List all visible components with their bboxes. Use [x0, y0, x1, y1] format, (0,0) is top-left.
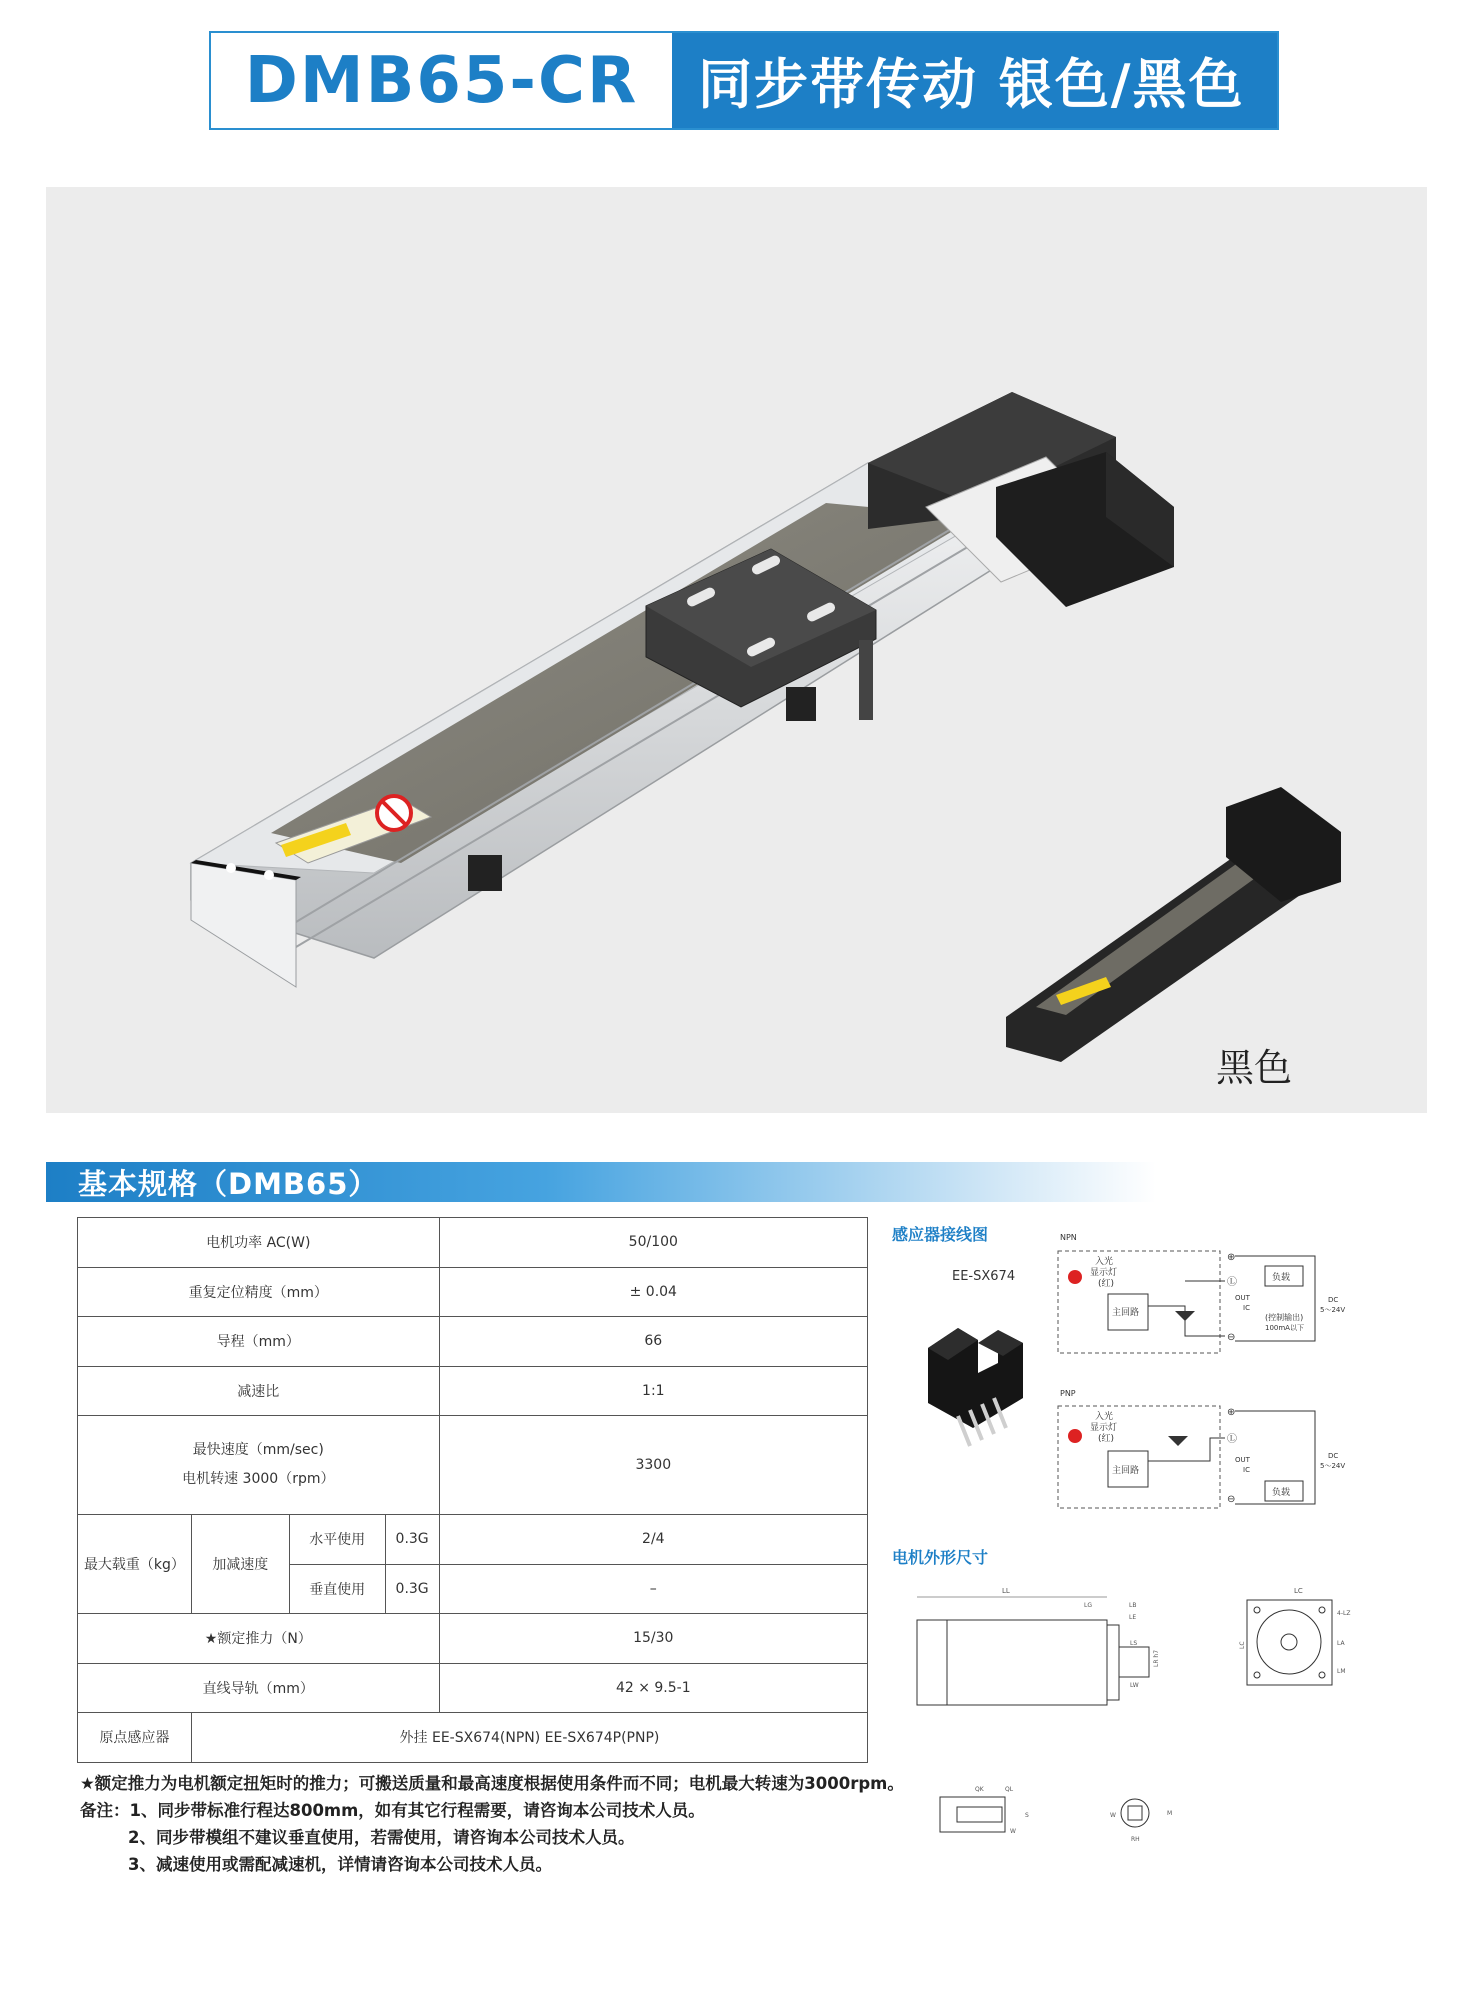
accel-label: 加减速度: [191, 1515, 289, 1614]
table-row: [78, 1366, 868, 1416]
svg-text:S: S: [1025, 1812, 1029, 1819]
spec-value: –: [439, 1564, 867, 1614]
svg-text:LC: LC: [1294, 1587, 1303, 1595]
svg-text:5～24V: 5～24V: [1320, 1306, 1346, 1314]
pnp-led-icon: [1068, 1429, 1082, 1443]
svg-text:负载: 负载: [1272, 1488, 1291, 1498]
note-1: 备注：1、同步带标准行程达800mm，如有其它行程需要，请咨询本公司技术人员。: [80, 1801, 705, 1820]
table-row: [78, 1614, 868, 1664]
svg-text:主回路: 主回路: [1112, 1308, 1140, 1318]
vertical-label: 垂直使用: [289, 1564, 385, 1614]
notes: [80, 1770, 904, 1878]
svg-text:5～24V: 5～24V: [1320, 1462, 1346, 1470]
linear-module-illustration: [46, 187, 1427, 1113]
spec-value: ± 0.04: [439, 1267, 867, 1317]
spec-label: [78, 1416, 440, 1515]
svg-text:⊖: ⊖: [1227, 1332, 1236, 1343]
npn-type-label: NPN: [1060, 1233, 1077, 1242]
note-star: ★额定推力为电机额定扭矩时的推力；可搬送质量和最高速度根据使用条件而不同；电机最大转速为3000rpm。: [80, 1774, 904, 1793]
svg-text:OUT: OUT: [1235, 1456, 1250, 1464]
svg-text:⊕: ⊕: [1227, 1252, 1236, 1263]
svg-text:(红): (红): [1098, 1434, 1115, 1444]
horizontal-label: 水平使用: [289, 1515, 385, 1565]
svg-text:LC: LC: [1239, 1641, 1246, 1649]
sensor-wiring-title: 感应器接线图: [892, 1225, 989, 1244]
title-banner: [209, 31, 1279, 130]
svg-text:入光: 入光: [1095, 1257, 1114, 1267]
max-speed-label: 最快速度（mm/sec): [192, 1442, 324, 1458]
sensor-photo: [918, 1318, 1038, 1458]
black-variant-illustration: [1006, 787, 1341, 1062]
table-row: [78, 1416, 868, 1515]
vertical-accel: 0.3G: [385, 1564, 439, 1614]
svg-text:QK: QK: [975, 1786, 984, 1793]
product-photo: [46, 187, 1427, 1113]
motor-rpm-label: 电机转速 3000（rpm）: [182, 1471, 335, 1487]
svg-text:入光: 入光: [1095, 1412, 1114, 1422]
svg-text:W: W: [1110, 1812, 1116, 1819]
svg-text:显示灯: 显示灯: [1090, 1423, 1118, 1433]
table-row: [78, 1713, 868, 1763]
table-row: [78, 1267, 868, 1317]
svg-text:LR h7: LR h7: [1153, 1649, 1160, 1667]
black-variant-label: 黑色: [1216, 1046, 1293, 1090]
spec-label: 重复定位精度（mm）: [78, 1267, 440, 1317]
svg-text:LE: LE: [1129, 1614, 1137, 1621]
svg-text:M: M: [1167, 1810, 1173, 1817]
spec-value: 66: [439, 1317, 867, 1367]
spec-label: 原点感应器: [78, 1713, 192, 1763]
svg-text:负载: 负载: [1272, 1273, 1291, 1283]
svg-text:LM: LM: [1337, 1668, 1346, 1675]
shaft-key-drawing: [935, 1785, 1195, 1845]
wiring-diagram: [1050, 1226, 1350, 1556]
banner-subtitle: 同步带传动 银色/黑色: [672, 33, 1277, 128]
svg-text:OUT: OUT: [1235, 1294, 1250, 1302]
svg-text:LB: LB: [1129, 1602, 1137, 1609]
max-load-label: 最大载重（kg）: [78, 1515, 192, 1614]
spec-label: 直线导轨（mm）: [78, 1663, 440, 1713]
svg-text:QL: QL: [1005, 1786, 1014, 1793]
svg-text:DC: DC: [1328, 1296, 1339, 1304]
spec-label: ★额定推力（N）: [78, 1614, 440, 1664]
svg-text:LG: LG: [1084, 1602, 1092, 1609]
spec-value: 50/100: [439, 1218, 867, 1268]
sensor-part-number: EE-SX674: [952, 1269, 1016, 1284]
svg-text:⊕: ⊕: [1227, 1407, 1236, 1418]
svg-text:Ⓛ: Ⓛ: [1227, 1277, 1237, 1288]
svg-text:IC: IC: [1243, 1466, 1250, 1474]
svg-text:(红): (红): [1098, 1279, 1115, 1289]
svg-text:显示灯: 显示灯: [1090, 1268, 1118, 1278]
table-row: [78, 1317, 868, 1367]
horizontal-accel: 0.3G: [385, 1515, 439, 1565]
svg-text:Ⓛ: Ⓛ: [1227, 1434, 1237, 1445]
pnp-type-label: PNP: [1060, 1389, 1076, 1398]
spec-table: [77, 1217, 868, 1763]
svg-text:4-LZ: 4-LZ: [1337, 1610, 1351, 1617]
svg-text:主回路: 主回路: [1112, 1466, 1140, 1476]
spec-value: 15/30: [439, 1614, 867, 1664]
table-row: [78, 1663, 868, 1713]
svg-text:LW: LW: [1130, 1682, 1139, 1689]
svg-text:RH: RH: [1131, 1836, 1140, 1843]
spec-value: 外挂 EE-SX674(NPN) EE-SX674P(PNP): [191, 1713, 867, 1763]
svg-text:100mA以下: 100mA以下: [1265, 1324, 1304, 1332]
spec-value: 3300: [439, 1416, 867, 1515]
spec-label: 导程（mm）: [78, 1317, 440, 1367]
note-3: 3、减速使用或需配减速机，详情请咨询本公司技术人员。: [128, 1855, 552, 1874]
note-2: 2、同步带模组不建议垂直使用，若需使用，请咨询本公司技术人员。: [128, 1828, 635, 1847]
svg-text:LA: LA: [1337, 1640, 1345, 1647]
svg-text:IC: IC: [1243, 1304, 1250, 1312]
svg-text:LS: LS: [1130, 1640, 1138, 1647]
motor-dimension-drawing: [912, 1585, 1372, 1710]
model-name: DMB65-CR: [244, 43, 639, 118]
spec-value: 42 × 9.5-1: [439, 1663, 867, 1713]
table-row: [78, 1218, 868, 1268]
svg-text:W: W: [1010, 1828, 1016, 1835]
spec-label: 减速比: [78, 1366, 440, 1416]
svg-text:⊖: ⊖: [1227, 1494, 1236, 1505]
spec-value: 1:1: [439, 1366, 867, 1416]
spec-value: 2/4: [439, 1515, 867, 1565]
motor-dims-title: 电机外形尺寸: [892, 1548, 989, 1567]
svg-text:(控制输出): (控制输出): [1265, 1313, 1304, 1322]
svg-text:DC: DC: [1328, 1452, 1339, 1460]
spec-label: 电机功率 AC(W): [78, 1218, 440, 1268]
section-header: 基本规格（DMB65）: [46, 1162, 1156, 1202]
svg-text:LL: LL: [1002, 1587, 1010, 1595]
table-row: [78, 1515, 868, 1565]
npn-led-icon: [1068, 1270, 1082, 1284]
